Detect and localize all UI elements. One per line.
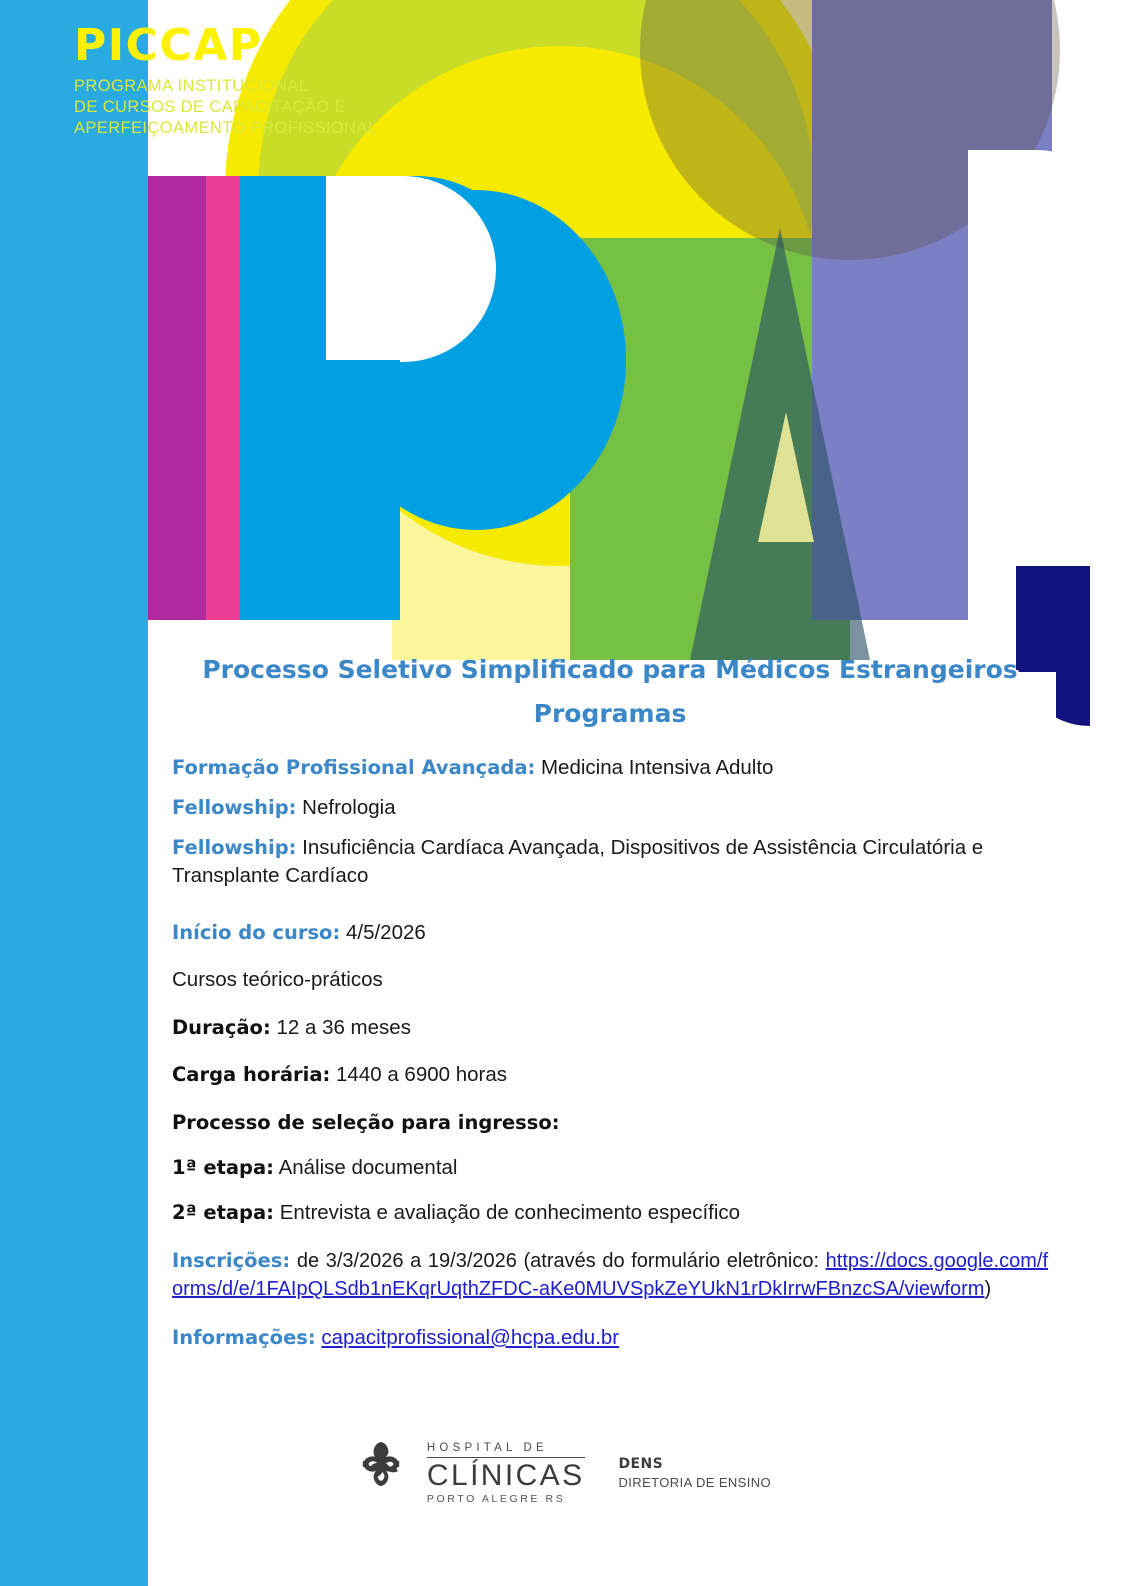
program-value: Insuficiência Cardíaca Avançada, Dispositivos de Assistência Circulatória e Transplante Cardíaco bbox=[172, 836, 984, 888]
letter-p-lower-stem bbox=[240, 360, 400, 620]
hospital-line-top: HOSPITAL DE bbox=[427, 1443, 585, 1459]
duration-value: 12 a 36 meses bbox=[276, 1015, 411, 1039]
program-value: Nefrologia bbox=[302, 795, 396, 819]
hospital-line-bottom: PORTO ALEGRE RS bbox=[426, 1492, 566, 1505]
course-type-line: Cursos teórico-práticos bbox=[172, 968, 383, 992]
dens-logo bbox=[619, 1455, 772, 1491]
page-title bbox=[172, 648, 1048, 736]
dens-name: DIRETORIA DE ENSINO bbox=[618, 1475, 772, 1491]
program-label: Fellowship: bbox=[172, 795, 297, 819]
stage-2-line bbox=[172, 1199, 1048, 1226]
registration-text-after: ) bbox=[984, 1278, 992, 1301]
footer-logos bbox=[0, 1440, 1122, 1507]
workload-label: Carga horária: bbox=[172, 1063, 331, 1087]
selection-process-label: Processo de seleção para ingresso: bbox=[172, 1110, 560, 1134]
page-title-line-1: Processo Seletivo Simplificado para Médicos Estrangeiros bbox=[202, 655, 1018, 684]
course-start-label: Início do curso: bbox=[172, 920, 341, 944]
duration-label: Duração: bbox=[172, 1015, 271, 1039]
course-start-value: 4/5/2026 bbox=[345, 920, 426, 944]
program-value: Medicina Intensiva Adulto bbox=[540, 755, 774, 779]
workload-line bbox=[172, 1061, 1048, 1088]
content-area bbox=[172, 648, 1048, 1351]
registration-label: Inscrições: bbox=[172, 1248, 291, 1272]
program-item bbox=[172, 834, 1048, 891]
contact-line bbox=[172, 1324, 1048, 1351]
registration-block bbox=[172, 1247, 1048, 1304]
program-label: Formação Profissional Avançada: bbox=[172, 755, 536, 779]
hospital-de-clinicas-logo bbox=[351, 1440, 585, 1507]
selection-process-heading bbox=[172, 1109, 1048, 1136]
contact-label: Informações: bbox=[172, 1325, 316, 1349]
program-label: Fellowship: bbox=[172, 836, 297, 860]
logo-subtitle-line-1: PROGRAMA INSTITUCIONAL bbox=[74, 77, 309, 95]
course-start-line bbox=[172, 919, 1048, 946]
contact-email-link[interactable]: capacitprofissional@hcpa.edu.br bbox=[321, 1325, 620, 1349]
stage-2-value: Entrevista e avaliação de conhecimento específico bbox=[279, 1201, 741, 1225]
piccap-logo bbox=[74, 20, 378, 139]
duration-line bbox=[172, 1014, 1048, 1041]
registration-form-link[interactable]: https://docs.google.com/forms/d/e/1FAIpQLSdb1nEKqrUqthZFDC-aKe0MUVSpkZeYUkN1rDkIrrwFBnzcSA/viewform bbox=[172, 1249, 1048, 1301]
hospital-cross-icon bbox=[351, 1440, 413, 1507]
stage-1-value: Análise documental bbox=[278, 1155, 458, 1179]
letter-p2-stem-gap bbox=[968, 150, 1018, 620]
stage-2-label: 2ª etapa: bbox=[172, 1201, 274, 1225]
piccap-logo-title: PICCAP bbox=[74, 20, 263, 71]
piccap-logo-subtitle bbox=[74, 76, 377, 139]
magenta-bar-bright bbox=[206, 176, 240, 620]
dens-acronym: DENS bbox=[618, 1456, 664, 1473]
program-item bbox=[172, 754, 1048, 782]
hospital-wordmark bbox=[427, 1443, 585, 1505]
stage-1-label: 1ª etapa: bbox=[172, 1155, 274, 1179]
workload-value: 1440 a 6900 horas bbox=[336, 1063, 507, 1087]
logo-subtitle-line-3: APERFEIÇOAMENTO PROFISSIONAL bbox=[74, 119, 378, 138]
program-item bbox=[172, 794, 1048, 822]
page-title-line-2: Programas bbox=[533, 698, 687, 728]
magenta-bar-dark bbox=[148, 176, 206, 620]
stage-1-line bbox=[172, 1154, 1048, 1181]
registration-text: de 3/3/2026 a 19/3/2026 (através do formulário eletrônico: bbox=[296, 1249, 820, 1272]
hospital-line-mid: CLÍNICAS bbox=[426, 1459, 585, 1493]
logo-subtitle-line-2: DE CURSOS DE CAPACITAÇÃO E bbox=[74, 98, 346, 117]
letter-a-counter bbox=[758, 412, 814, 542]
